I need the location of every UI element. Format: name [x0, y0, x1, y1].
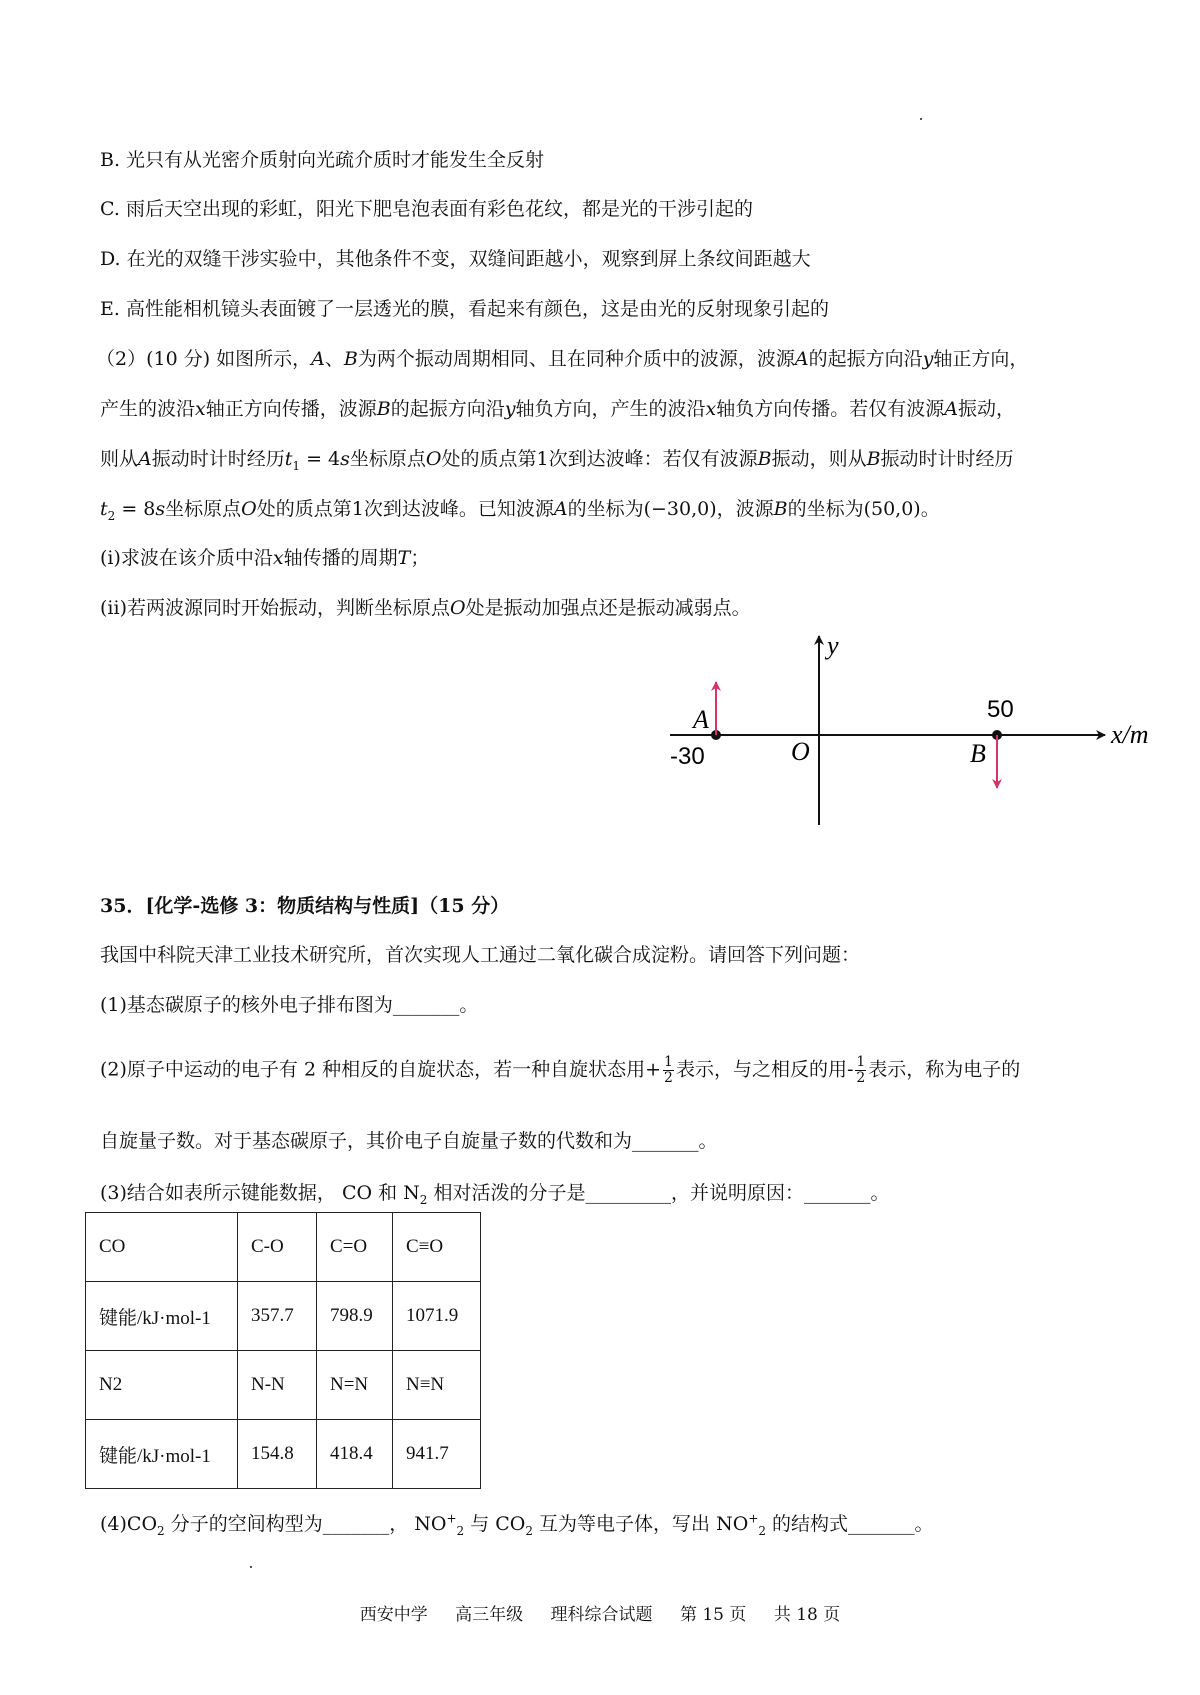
q35-part-4: $(4)CO_2$ 分子的空间构型为_______， $NO^+_2$ 与 $CO_2$ 互为等电子体，写出 $NO^+_2$ 的结构式_______。 [100, 1511, 934, 1538]
q35-intro: 我国中科院天津工业技术研究所，首次实现人工通过二氧化碳合成淀粉。请回答下列问题： [100, 944, 861, 966]
source-a-coord: -30 [670, 743, 705, 770]
q2-sub-i: (i)求波在该介质中沿x轴传播的周期T； [100, 547, 430, 569]
page-footer [0, 1600, 1200, 1625]
q2-sub-ii: (ii)若两波源同时开始振动，判断坐标原点O处是振动加强点还是振动减弱点。 [100, 597, 751, 619]
q2-line-1: （2）(10 分) 如图所示，A、B为两个振动周期相同、且在同种介质中的波源，波源A的起振方向沿y轴正方向， [96, 348, 1029, 370]
table-cell: 键能/kJ·mol-1 [86, 1420, 238, 1489]
footer-total: 共 18 页 [773, 1605, 841, 1625]
footer-page: 第 15 页 [679, 1605, 747, 1625]
option-c: C. 雨后天空出现的彩虹，阳光下肥皂泡表面有彩色花纹，都是光的干涉引起的 [100, 198, 753, 220]
table-cell: 357.7 [238, 1282, 317, 1351]
table-cell: 941.7 [393, 1420, 481, 1489]
table-row [86, 1213, 481, 1282]
table-row [86, 1351, 481, 1420]
table-cell: 键能/kJ·mol-1 [86, 1282, 238, 1351]
q35-part-2-cont: 自旋量子数。对于基态碳原子，其价电子自旋量子数的代数和为_______。 [100, 1130, 718, 1152]
table-cell: C=O [317, 1213, 393, 1282]
q2-line-4: $t_2 = 8s$坐标原点O处的质点第1次到达波峰。已知波源A的坐标为(−30,0)，波源B的坐标为(50,0)。 [100, 498, 940, 523]
table-cell: N≡N [393, 1351, 481, 1420]
scan-dot [250, 1566, 252, 1568]
option-d: D. 在光的双缝干涉实验中，其他条件不变，双缝间距越小，观察到屏上条纹间距越大 [100, 248, 811, 270]
table-cell: N-N [238, 1351, 317, 1420]
scan-dot [920, 118, 922, 120]
option-e: E. 高性能相机镜头表面镀了一层透光的膜，看起来有颜色，这是由光的反射现象引起的 [100, 298, 829, 320]
x-axis-label: x/m [1111, 720, 1149, 749]
q35-part-2: (2)原子中运动的电子有 2 种相反的自旋状态，若一种自旋状态用+ $\frac{1}{2}$ 表示，与之相反的用- $\frac{1}{2}$ 表示，称为电子的 [100, 1054, 1021, 1086]
table-cell: 1071.9 [393, 1282, 481, 1351]
footer-school: 西安中学 [359, 1605, 428, 1625]
source-b-label: B [970, 739, 986, 768]
source-a-label: A [693, 705, 709, 734]
table-cell: 154.8 [238, 1420, 317, 1489]
table-cell: 798.9 [317, 1282, 393, 1351]
bond-energy-table [85, 1212, 481, 1489]
option-b: B. 光只有从光密介质射向光疏介质时才能发生全反射 [100, 149, 545, 171]
wave-sources-diagram [665, 630, 1175, 830]
q35-title: 35．[化学-选修 3：物质结构与性质]（15 分） [100, 895, 510, 917]
table-row [86, 1282, 481, 1351]
table-row [86, 1420, 481, 1489]
table-cell: N2 [86, 1351, 238, 1420]
fraction-half: $\frac{1}{2}$ [664, 1054, 673, 1086]
source-b-coord: 50 [987, 696, 1014, 723]
footer-grade: 高三年级 [455, 1605, 524, 1625]
y-axis-label: y [827, 631, 839, 660]
q35-part-1: (1)基态碳原子的核外电子排布图为_______。 [100, 994, 479, 1016]
table-cell: C-O [238, 1213, 317, 1282]
footer-subject: 理科综合试题 [550, 1605, 653, 1625]
fraction-half: $\frac{1}{2}$ [856, 1054, 866, 1086]
table-cell: 418.4 [317, 1420, 393, 1489]
origin-label: O [791, 737, 810, 766]
table-cell: N=N [317, 1351, 393, 1420]
q2-line-2: 产生的波沿x轴正方向传播，波源B的起振方向沿y轴负方向，产生的波沿x轴负方向传播。若仅有波源A振动， [100, 398, 1015, 420]
table-cell: CO [86, 1213, 238, 1282]
q35-part-3: (3)结合如表所示键能数据， CO 和 $N_2$ 相对活泼的分子是_________，并说明原因：_______。 [100, 1182, 890, 1207]
table-cell: C≡O [393, 1213, 481, 1282]
q2-line-3: 则从A振动时计时经历$t_1 = 4s$坐标原点O处的质点第1次到达波峰：若仅有波源B振动，则从B振动时计时经历 [100, 448, 1014, 473]
